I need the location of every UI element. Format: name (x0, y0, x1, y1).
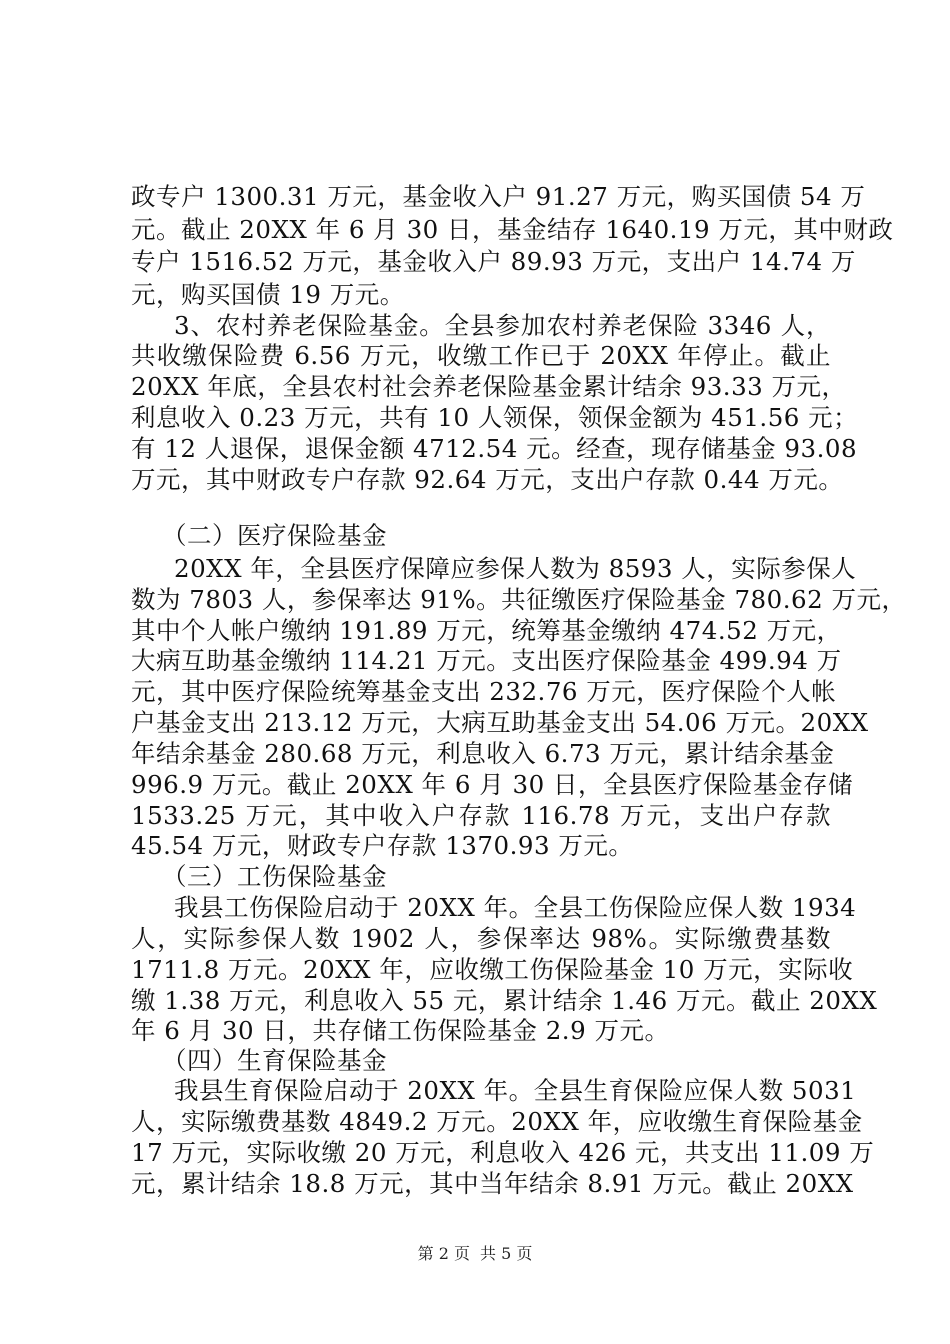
body-text-line: 专户 1516.52 万元，基金收入户 89.93 万元，支出户 14.74 万 (131, 247, 856, 276)
body-text-line: 人，实际缴费基数 4849.2 万元。20XX 年，应收缴生育保险基金 (131, 1107, 863, 1136)
body-text-line: 我县生育保险启动于 20XX 年。全县生育保险应保人数 5031 (174, 1076, 857, 1105)
body-text-line: 3、农村养老保险基金。全县参加农村养老保险 3346 人， (174, 311, 831, 340)
body-text-line: 有 12 人退保，退保金额 4712.54 元。经查，现存储基金 93.08 (131, 434, 858, 463)
page-footer (0, 1244, 950, 1264)
body-text-line: 20XX 年，全县医疗保障应参保人数为 8593 人，实际参保人 (174, 554, 857, 583)
body-text-line: 17 万元，实际收缴 20 万元，利息收入 426 元，共支出 11.09 万 (131, 1138, 875, 1167)
body-text-line: 元，购买国债 19 万元。 (131, 280, 405, 309)
body-text-line: 元。截止 20XX 年 6 月 30 日，基金结存 1640.19 万元，其中财政 (131, 215, 894, 244)
body-text-line: 20XX 年底，全县农村社会养老保险基金累计结余 93.33 万元， (131, 372, 847, 401)
body-text-line: 1711.8 万元。20XX 年，应收缴工伤保险基金 10 万元，实际收 (131, 955, 854, 984)
body-text-line: 45.54 万元，财政专户存款 1370.93 万元。 (131, 831, 634, 860)
body-text-line: 缴 1.38 万元，利息收入 55 元，累计结余 1.46 万元。截止 20XX (131, 986, 878, 1015)
body-text-line: 万元，其中财政专户存款 92.64 万元，支出户存款 0.44 万元。 (131, 465, 844, 494)
body-text-line: 共收缴保险费 6.56 万元，收缴工作已于 20XX 年停止。截止 (131, 341, 831, 370)
body-text-line: 利息收入 0.23 万元，共有 10 人领保，领保金额为 451.56 元； (131, 403, 859, 432)
body-text-line: 大病互助基金缴纳 114.21 万元。支出医疗保险基金 499.94 万 (131, 646, 842, 675)
body-text-line: 年 6 月 30 日，共存储工伤保险基金 2.9 万元。 (131, 1016, 670, 1045)
section-heading-injury: （三）工伤保险基金 (162, 862, 387, 891)
body-text-line: 元，其中医疗保险统筹基金支出 232.76 万元，医疗保险个人帐 (131, 677, 837, 706)
section-heading-medical: （二）医疗保险基金 (162, 521, 387, 550)
body-text-line: 其中个人帐户缴纳 191.89 万元，统筹基金缴纳 474.52 万元， (131, 616, 842, 645)
body-text-line: 1533.25 万元，其中收入户存款 116.78 万元，支出户存款 (131, 801, 831, 830)
section-heading-maternity: （四）生育保险基金 (162, 1046, 387, 1075)
body-text-line: 户基金支出 213.12 万元，大病互助基金支出 54.06 万元。20XX (131, 708, 869, 737)
body-text-line: 年结余基金 280.68 万元，利息收入 6.73 万元，累计结余基金 (131, 739, 835, 768)
body-text-line: 元，累计结余 18.8 万元，其中当年结余 8.91 万元。截止 20XX (131, 1169, 854, 1198)
body-text-line: 政专户 1300.31 万元，基金收入户 91.27 万元，购买国债 54 万 (131, 182, 866, 211)
page-total: 共 5 页 (480, 1244, 533, 1263)
body-text-line: 数为 7803 人，参保率达 91%。共征缴医疗保险基金 780.62 万元， (131, 585, 907, 614)
body-text-line: 996.9 万元。截止 20XX 年 6 月 30 日，全县医疗保险基金存储 (131, 770, 853, 799)
page-number: 第 2 页 (417, 1244, 470, 1263)
body-text-line: 我县工伤保险启动于 20XX 年。全县工伤保险应保人数 1934 (174, 893, 857, 922)
body-text-line: 人，实际参保人数 1902 人，参保率达 98%。实际缴费基数 (131, 924, 831, 953)
